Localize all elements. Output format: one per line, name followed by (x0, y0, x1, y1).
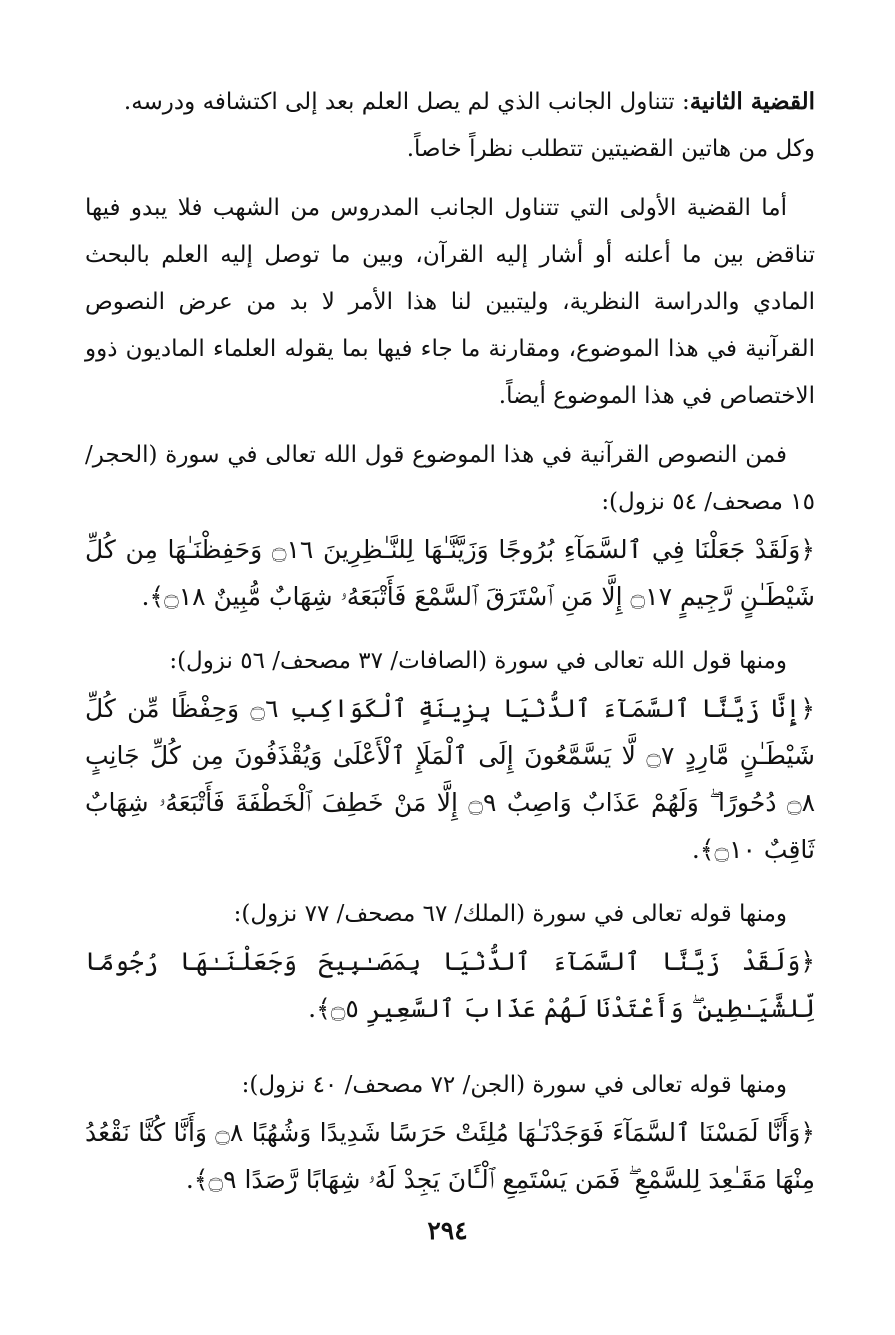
paragraph-saffat-intro: ومنها قول الله تعالى في سورة (الصافات/ ٣٧ مصحف/ ٥٦ نزول): (169, 648, 787, 674)
page-number: ٢٩٤ (427, 1216, 468, 1245)
paragraph-second-issue (85, 78, 815, 126)
paragraph-both-issues: وكل من هاتين القضيتين تتطلب نظراً خاصاً. (406, 136, 815, 162)
second-issue-text: : تتناول الجانب الذي لم يصل العلم بعد إلى اكتشافه ودرسه. (123, 89, 690, 115)
second-issue-label: القضية الثانية (689, 88, 815, 115)
paragraph-mulk-intro: ومنها قوله تعالى في سورة (الملك/ ٦٧ مصحف/ ٧٧ نزول): (233, 901, 787, 927)
verse-saffat: ﴿إِنَّا زَيَّنَّا ٱلسَّمَآءَ ٱلدُّنْيَا بِزِينَةٍ ٱلْكَوَاكِبِ ۝٦ وَحِفْظًا مِّن كُلِّ شَيْطَـٰنٍ مَّارِدٍ ۝٧ لَّا يَسَّمَّعُونَ إِلَى ٱلْمَلَإِ ٱلْأَعْلَىٰ وَيُقْذَفُونَ مِن كُلِّ جَانِبٍ ۝٨ دُحُورًا ۖ وَلَهُمْ عَذَابٌ وَاصِبٌ ۝٩ إِلَّا مَنْ خَطِفَ ٱلْخَطْفَةَ فَأَتْبَعَهُۥ شِهَابٌ ثَاقِبٌ ۝١٠﴾. (85, 694, 816, 864)
verse-hijr: ﴿وَلَقَدْ جَعَلْنَا فِي ٱلسَّمَآءِ بُرُوجًا وَزَيَّنَّـٰهَا لِلنَّـٰظِرِينَ ۝١٦ وَحَفِظْنَـٰهَا مِن كُلِّ شَيْطَـٰنٍ رَّجِيمٍ ۝١٧ إِلَّا مَنِ ٱسْتَرَقَ ٱلسَّمْعَ فَأَتْبَعَهُۥ شِهَابٌ مُّبِينٌ ۝١٨﴾. (85, 535, 815, 611)
paragraph-hijr-intro: فمن النصوص القرآنية في هذا الموضوع قول الله تعالى في سورة (الحجر/ ١٥ مصحف/ ٥٤ نزول): (85, 442, 815, 515)
verse-mulk: ﴿وَلَقَدْ زَيَّنَّا ٱلسَّمَآءَ ٱلدُّنْيَا بِمَصَـٰبِيحَ وَجَعَلْنَـٰهَا رُجُومًا لِّلشَّيَـٰطِينِ ۖ وَأَعْتَدْنَا لَهُمْ عَذَابَ ٱلسَّعِيرِ ۝٥﴾. (85, 947, 815, 1023)
paragraph-jinn-intro: ومنها قوله تعالى في سورة (الجن/ ٧٢ مصحف/ ٤٠ نزول): (241, 1072, 787, 1098)
verse-jinn: ﴿وَأَنَّا لَمَسْنَا ٱلسَّمَآءَ فَوَجَدْنَـٰهَا مُلِئَتْ حَرَسًا شَدِيدًا وَشُهُبًا ۝٨ وَأَنَّا كُنَّا نَقْعُدُ مِنْهَا مَقَـٰعِدَ لِلسَّمْعِ ۖ فَمَن يَسْتَمِعِ ٱلْـَٔانَ يَجِدْ لَهُۥ شِهَابًا رَّصَدًا ۝٩﴾. (85, 1118, 815, 1194)
paragraph-first-issue: أما القضية الأولى التي تتناول الجانب المدروس من الشهب فلا يبدو فيها تناقض بين ما أعلنه أو أشار إليه القرآن، وبين ما توصل إليه العلم بالبحث المادي والدراسة النظرية، وليتبين لنا هذا الأمر لا بد من عرض النصوص القرآنية في هذا الموضوع، ومقارنة ما جاء فيها بما يقوله العلماء الماديون ذوو الاختصاص في هذا الموضوع أيضاً. (85, 195, 815, 409)
